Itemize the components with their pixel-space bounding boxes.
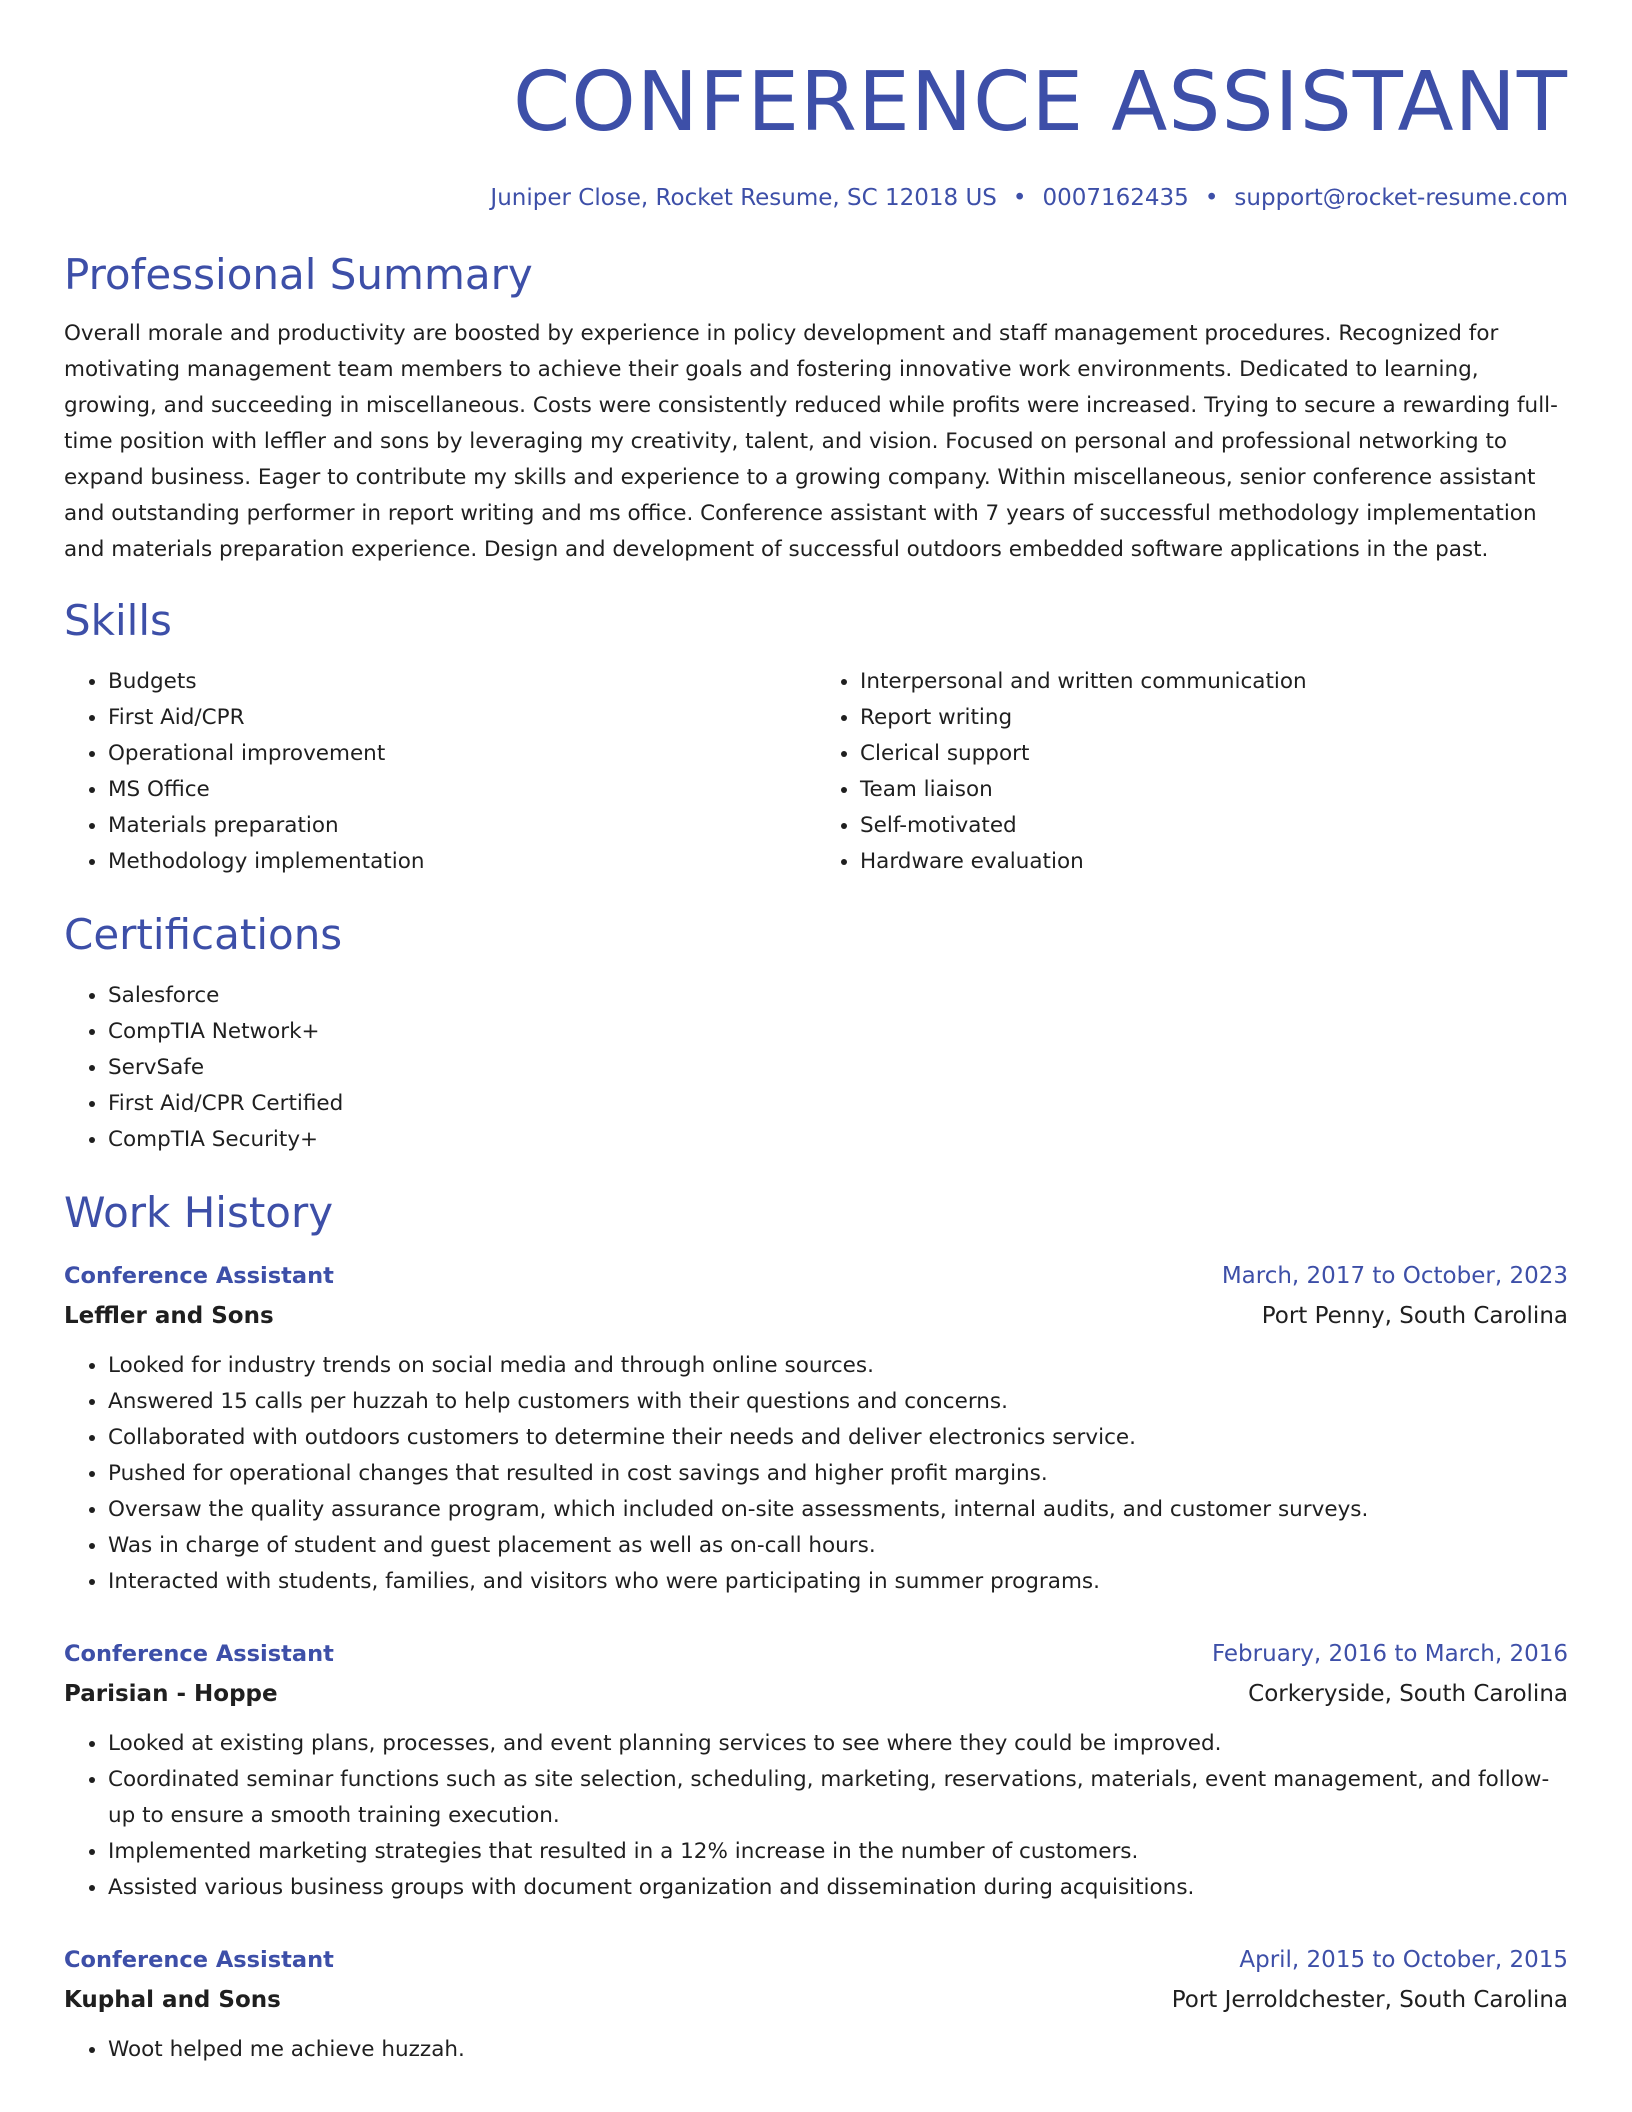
job-company: Leffler and Sons (64, 1303, 274, 1329)
job-duties-list (64, 1348, 1568, 1600)
certifications-list (64, 978, 1568, 1158)
job-role: Conference Assistant (64, 1641, 334, 1667)
job-dates: February, 2016 to March, 2016 (1211, 1641, 1568, 1667)
job-duty: • Interacted with students, families, and visitors who were participating in summer programs. (108, 1564, 1568, 1600)
job-duty: • Coordinated seminar functions such as site selection, scheduling, marketing, reservations, materials, event management, and follow-up to ensure a smooth training execution. (108, 1762, 1568, 1834)
skill-item: • Budgets (108, 664, 816, 700)
job-dates: April, 2015 to October, 2015 (1239, 1947, 1568, 1973)
skills-heading: Skills (64, 596, 172, 645)
job-duty: • Looked at existing plans, processes, and event planning services to see where they could be improved. (108, 1726, 1568, 1762)
job-company-row (64, 1980, 1568, 2020)
job-duties-list (64, 1726, 1568, 1906)
job-dates: March, 2017 to October, 2023 (1221, 1263, 1568, 1289)
job-header-row (64, 1256, 1568, 1296)
contact-line (64, 182, 1568, 214)
certification-item: • Salesforce (108, 978, 1568, 1014)
resume-page (64, 0, 1568, 2068)
skill-item: • Interpersonal and written communication (860, 664, 1568, 700)
job-duty: • Woot helped me achieve huzzah. (108, 2032, 1568, 2068)
skill-item: • Self-motivated (860, 808, 1568, 844)
job-location: Port Jerroldchester, South Carolina (1171, 1987, 1568, 2013)
job-company-row (64, 1296, 1568, 1336)
resume-name: CONFERENCE ASSISTANT (512, 55, 1568, 150)
job-duty: • Collaborated with outdoors customers to determine their needs and deliver electronics service. (108, 1420, 1568, 1456)
skill-item: • Methodology implementation (108, 844, 816, 880)
job-duties-list (64, 2032, 1568, 2068)
skill-item: • First Aid/CPR (108, 700, 816, 736)
job-duty: • Was in charge of student and guest placement as well as on-call hours. (108, 1528, 1568, 1564)
certification-item: • CompTIA Security+ (108, 1122, 1568, 1158)
skill-item: • Team liaison (860, 772, 1568, 808)
job-entry (64, 1256, 1568, 1600)
certification-item: • First Aid/CPR Certified (108, 1086, 1568, 1122)
job-duty: • Pushed for operational changes that resulted in cost savings and higher profit margins. (108, 1456, 1568, 1492)
job-entry (64, 1940, 1568, 2068)
job-duty: • Assisted various business groups with document organization and dissemination during acquisitions. (108, 1870, 1568, 1906)
summary-text: Overall morale and productivity are boosted by experience in policy development and staff management procedures. Recognized for motivating management team members to achieve their goals and fostering innovative work environments. Dedicated to learning, growing, and succeeding in miscellaneous. Costs were consistently reduced while profits were increased. Trying to secure a rewarding full-time position with leffler and sons by leveraging my creativity, talent, and vision. Focused on personal and professional networking to expand business. Eager to contribute my skills and experience to a growing company. Within miscellaneous, senior conference assistant and outstanding performer in report writing and ms office. Conference assistant with 7 years of successful methodology implementation and materials preparation experience. Design and development of successful outdoors embedded software applications in the past. (64, 321, 1558, 562)
job-duty: • Oversaw the quality assurance program, which included on-site assessments, internal audits, and customer surveys. (108, 1492, 1568, 1528)
job-role: Conference Assistant (64, 1263, 334, 1289)
skills-columns (64, 664, 1568, 880)
job-company: Parisian - Hoppe (64, 1681, 278, 1707)
contact-phone: 0007162435 (1042, 185, 1189, 211)
job-role: Conference Assistant (64, 1947, 334, 1973)
job-company-row (64, 1674, 1568, 1714)
job-header-row (64, 1940, 1568, 1980)
skill-item: • Report writing (860, 700, 1568, 736)
contact-separator: • (1012, 185, 1027, 211)
job-location: Port Penny, South Carolina (1261, 1303, 1568, 1329)
skill-item: • MS Office (108, 772, 816, 808)
certification-item: • ServSafe (108, 1050, 1568, 1086)
job-entry (64, 1634, 1568, 1906)
summary-heading: Professional Summary (64, 250, 533, 299)
job-header-row (64, 1634, 1568, 1674)
contact-address: Juniper Close, Rocket Resume, SC 12018 US (490, 185, 997, 211)
certification-item: • CompTIA Network+ (108, 1014, 1568, 1050)
skill-item: • Hardware evaluation (860, 844, 1568, 880)
job-company: Kuphal and Sons (64, 1987, 281, 2013)
job-location: Corkeryside, South Carolina (1248, 1681, 1568, 1707)
skills-left-list (64, 664, 816, 880)
skill-item: • Clerical support (860, 736, 1568, 772)
job-duty: • Answered 15 calls per huzzah to help customers with their questions and concerns. (108, 1384, 1568, 1420)
contact-email: support@rocket-resume.com (1234, 185, 1568, 211)
work-history-heading: Work History (64, 1188, 334, 1237)
skill-item: • Materials preparation (108, 808, 816, 844)
skills-right-list (816, 664, 1568, 880)
skill-item: • Operational improvement (108, 736, 816, 772)
job-duty: • Implemented marketing strategies that resulted in a 12% increase in the number of customers. (108, 1834, 1568, 1870)
job-duty: • Looked for industry trends on social media and through online sources. (108, 1348, 1568, 1384)
contact-separator: • (1204, 185, 1219, 211)
certifications-heading: Certifications (64, 910, 343, 959)
